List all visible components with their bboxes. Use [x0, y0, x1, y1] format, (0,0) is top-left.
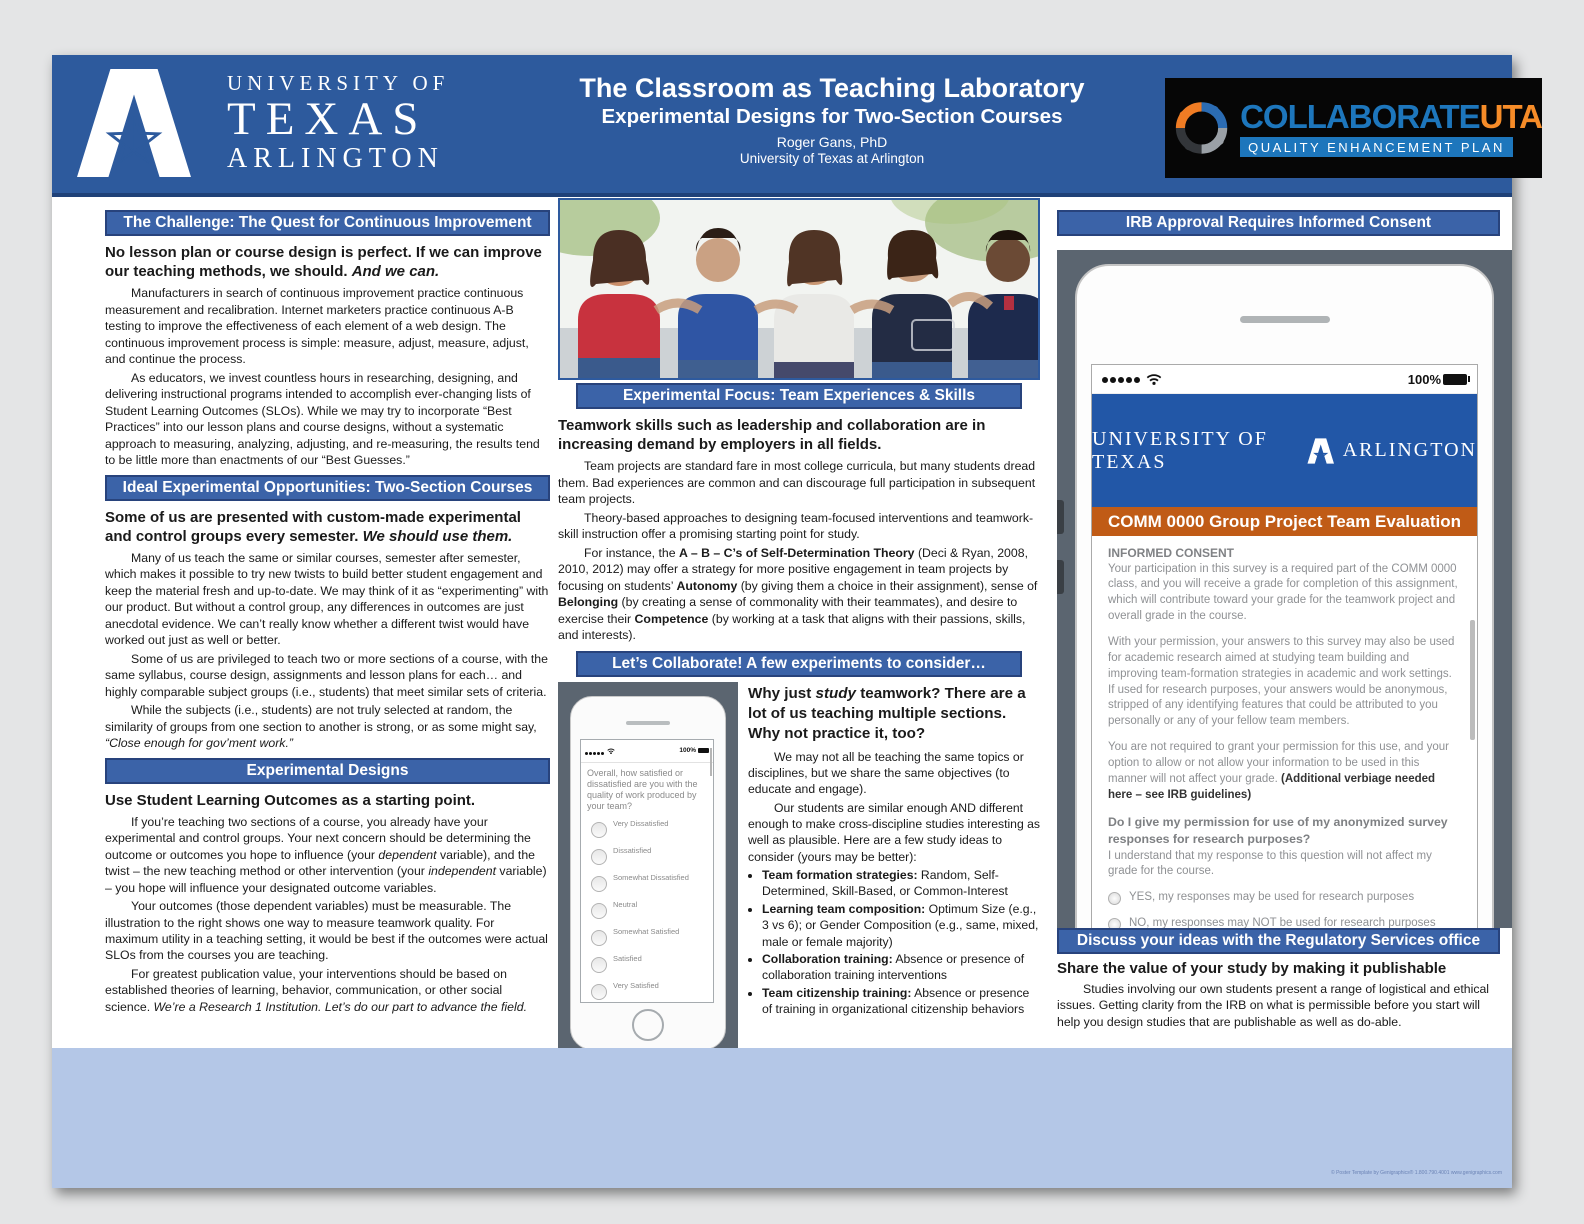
list-item: • Learning team composition: Optimum Size (e.g., 3 vs 6); or Gender Composition (e.g., same, mixed, male or female majority)	[762, 901, 1040, 950]
section-header-opportunities: Ideal Experimental Opportunities: Two-Section Courses	[105, 475, 550, 501]
option-label: Satisfied	[613, 953, 642, 963]
list-item: • Collaboration training: Absence or presence of collaboration training interventions	[762, 951, 1040, 984]
option-label: Very Dissatisfied	[613, 818, 669, 828]
banner-text-left: UNIVERSITY OF TEXAS	[1092, 427, 1268, 473]
section-header-experimental-focus: Experimental Focus: Team Experiences & Skills	[576, 383, 1022, 409]
wordmark-line: TEXAS	[227, 92, 429, 145]
paragraph: While the subjects (i.e., students) are not truly selected at random, the similarity of groups from one section to another is strong, or as some might say, “Close enough for gov’ment work.”	[105, 703, 537, 751]
paragraph: Team projects are standard fare in most college curricula, but many students dread them. Bad experiences are common and can discourage full participation in subsequent team projects.	[558, 459, 1036, 507]
option-label: Neutral	[613, 899, 638, 909]
university-wordmark	[227, 71, 449, 176]
radio-no-label: NO, my responses may NOT be used for research purposes	[1129, 917, 1436, 928]
lead-paragraph: Teamwork skills such as leadership and collaboration are in increasing demand by employers in all fields.	[558, 417, 986, 454]
radio-no[interactable]	[1108, 918, 1121, 928]
consent-body	[1092, 536, 1477, 928]
phone-body	[570, 696, 726, 1048]
collaborate-emblem-icon	[1173, 86, 1230, 170]
irb-note: (Additional verbiage needed here – see IRB guidelines)	[1108, 772, 1436, 801]
poster-author: Roger Gans, PhD	[776, 134, 888, 151]
list-item: • Team citizenship training: Absence or presence of training in organizational citizenship behaviors	[762, 985, 1040, 1018]
paragraph: Manufacturers in search of continuous improvement practice continuous measurement and recalibration. Internet marketers practice continuous A-B testing to improve the effectiveness of each element of a web design. The continuous improvement process is simple: measure, adjust, measure, adjust, and continue the process.	[105, 286, 529, 367]
paragraph: Theory-based approaches to designing team-focused interventions and teamwork-skill instruction offer a promising starting point for study.	[558, 510, 1034, 542]
list-item: • Team formation strategies: Random, Self-Determined, Skill-Based, or Common-Interest	[762, 867, 1040, 900]
phone-screen	[1091, 364, 1478, 928]
home-button[interactable]	[632, 1009, 664, 1041]
collaborate-brand-main: COLLABORATE	[1240, 97, 1480, 135]
consent-text: You are not required to grant your permission for this use, and your option to allow or not allow your information to be used in this manner will not affect your grade.	[1108, 741, 1449, 785]
section-header-experimental-designs: Experimental Designs	[105, 758, 550, 784]
wifi-icon	[1146, 373, 1162, 385]
lead-paragraph: Use Student Learning Outcomes as a starting point.	[105, 791, 476, 809]
survey-question: Overall, how satisfied or dissatisfied are you with the quality of work produced by your team?	[587, 767, 698, 812]
collaborate-brand-accent: UTA	[1479, 97, 1542, 135]
paragraph: For instance, the A – B – C’s of Self-Determination Theory (Deci & Ryan, 2008, 2010, 2012) may offer a strategy for more positive engagement in team projects by focusing on students’ Autonomy (by giving them a choice in their assignment), sense of Belonging (by creating a sense of commonality with their teammates), and desire to exercise their Competence (by working at a task that aligns with their passions, skills, and interests).	[558, 545, 1038, 643]
lead-paragraph: No lesson plan or course design is perfect. If we can improve our teaching methods, we should. And we can.	[105, 244, 542, 281]
collaborate-text	[1240, 97, 1542, 157]
battery-percent: 100%	[1407, 371, 1441, 387]
scrollbar-thumb[interactable]	[710, 748, 712, 776]
paragraph: For greatest publication value, your interventions should be based on established theories of learning, behavior, communication, or other social science. We’re a Research 1 Institution. Let’s do our part to advance the field.	[105, 966, 527, 1014]
radio-neutral[interactable]	[591, 903, 607, 919]
permission-question: Do I give my permission for use of my anonymized survey responses for research purposes?	[1108, 814, 1448, 846]
wifi-icon	[607, 748, 615, 754]
phone-speaker	[626, 721, 670, 725]
middle-column	[558, 198, 1040, 1048]
collaborate-uta-logo	[1165, 78, 1542, 178]
paragraph: Studies involving our own students present a range of logistical and ethical issues. Getting clarity from the IRB on what is permissible before you start will help you design studies that are publishable as well as do-able.	[1057, 982, 1490, 1029]
signal-dots-icon	[585, 742, 605, 760]
paragraph: Your outcomes (those dependent variables) must be measurable. The illustration to the right shows one way to measure teamwork quality. For maximum utility in a teaching setting, it would be best if the outcomes were actual SLOs from the courses you are teaching.	[105, 899, 548, 963]
uta-a-star-icon	[1307, 435, 1334, 467]
phone-speaker	[1240, 316, 1330, 323]
option-label: Somewhat Satisfied	[613, 926, 680, 936]
study-ideas-list	[748, 867, 1040, 1017]
phone-side-button	[1057, 560, 1064, 594]
option-label: Very Satisfied	[613, 980, 659, 990]
option-label: Somewhat Dissatisfied	[613, 872, 689, 882]
poster-affiliation: University of Texas at Arlington	[739, 151, 925, 167]
section-header-irb: IRB Approval Requires Informed Consent	[1057, 210, 1500, 236]
section-header-challenge: The Challenge: The Quest for Continuous Improvement	[105, 210, 550, 236]
battery-icon	[1443, 374, 1467, 385]
wordmark-line: UNIVERSITY OF	[227, 70, 450, 95]
consent-paragraph: Your participation in this survey is a required part of the COMM 0000 class, and you will receive a grade for completion of this assignment, which will contribute toward your grade for the teamwork project and overall grade in the course.	[1108, 562, 1458, 623]
lead-paragraph: Share the value of your study by making it publishable	[1057, 960, 1447, 977]
phone-side-button	[1057, 500, 1064, 534]
paragraph: As educators, we invest countless hours in researching, designing, and delivering instructional programs intended to accomplish ever-changing lists of Student Learning Outcomes (SLOs). While we may try to incorporate “Best Practices” into our lesson plans and course designs, without a systematic approach to measuring, analyzing, adjusting, and re-measuring, the results tend to be little more than enactments of our “Best Guesses.”	[105, 370, 540, 468]
collaborate-brand	[1240, 97, 1542, 135]
survey-phone-mockup	[558, 682, 738, 1048]
radio-satisfied[interactable]	[591, 957, 607, 973]
poster-title: The Classroom as Teaching Laboratory	[579, 73, 1085, 103]
right-column	[1057, 210, 1512, 1048]
wordmark-line: ARLINGTON	[227, 143, 444, 175]
battery-icon	[698, 748, 709, 753]
radio-somewhat-satisfied[interactable]	[591, 930, 607, 946]
scrollbar-thumb[interactable]	[1470, 620, 1475, 740]
students-photo-illustration	[560, 200, 1038, 378]
consent-title: INFORMED CONSENT	[1108, 546, 1234, 560]
poster-masthead	[52, 55, 1542, 197]
battery-percent: 100%	[679, 747, 696, 755]
paragraph: Some of us are privileged to teach two or more sections of a course, with the same syllabus, course design, assignments and lesson plans for each… and highly comparable subject groups (i.e., students) that meet similar sets of criteria.	[105, 651, 548, 699]
uta-banner	[1092, 394, 1477, 507]
lead-paragraph: Some of us are presented with custom-made experimental and control groups every semester. We should use them.	[105, 508, 521, 545]
status-bar	[1092, 365, 1477, 394]
print-credit: © Poster Template by Genigraphics® 1.800.790.4001 www.genigraphics.com	[1331, 1170, 1502, 1176]
title-block	[502, 72, 1162, 166]
radio-somewhat-dissatisfied[interactable]	[591, 876, 607, 892]
collaborate-tagline: QUALITY ENHANCEMENT PLAN	[1240, 137, 1513, 157]
poster	[52, 55, 1542, 1188]
radio-yes[interactable]	[1108, 892, 1121, 905]
section-header-regulatory: Discuss your ideas with the Regulatory Services office	[1057, 928, 1500, 954]
radio-very-satisfied[interactable]	[591, 984, 607, 1000]
option-label: Dissatisfied	[613, 845, 652, 855]
consent-phone-mockup	[1075, 264, 1494, 928]
uta-logo	[75, 67, 449, 179]
regulatory-section	[1057, 928, 1505, 1032]
paragraph: We may not all be teaching the same topics or disciplines, but we share the same objectives (to educate and engage).	[748, 749, 1024, 797]
banner-text-right: ARLINGTON	[1342, 439, 1477, 461]
signal-dots-icon	[1102, 370, 1142, 388]
consent-paragraph: With your permission, your answers to this survey may also be used for academic research aimed at studying team building and improving team-formation strategies in academic and work settings. If used for research purposes, your answers would be anonymous, stripped of any identifying features that could be attributed to you personally or any of your fellow team members.	[1108, 635, 1455, 728]
collaborate-text-block	[748, 682, 1040, 1048]
section-header-lets-collaborate: Let’s Collaborate! A few experiments to consider…	[576, 651, 1022, 677]
poster-subtitle: Experimental Designs for Two-Section Courses	[601, 105, 1063, 129]
phone-screen	[580, 739, 714, 1003]
consent-paragraph	[1108, 740, 1461, 803]
course-title-bar: COMM 0000 Group Project Team Evaluation	[1092, 507, 1477, 536]
bottom-strip	[52, 1048, 1512, 1188]
paragraph: Our students are similar enough AND different enough to make cross-discipline studies interesting as well as plausible. Here are a few study ideas to consider (yours may be better):	[748, 800, 1040, 864]
paragraph: If you’re teaching two sections of a course, you already have your experimental and control groups. Your next concern should be determining the outcome or outcomes you hope to influence (your dependent variable), and the twist – the new teaching method or other intervention (your independent variable) – you hope will influence your designated outcome variables.	[105, 814, 547, 895]
collaborate-heading: Why just study teamwork? There are a lot of us teaching multiple sections. Why not practice it, too?	[748, 684, 1026, 742]
permission-subtext: I understand that my response to this question will not affect my grade for the course.	[1108, 849, 1432, 878]
status-bar	[581, 740, 713, 763]
consent-phone-backdrop	[1057, 250, 1512, 928]
radio-dissatisfied[interactable]	[591, 849, 607, 865]
students-photo	[558, 198, 1040, 380]
uta-a-star-icon	[75, 67, 193, 179]
paragraph: Many of us teach the same or similar courses, semester after semester, which makes it possible to try new twists to build better student engagement and keep the material fresh and up-to-date. We may think of it as “experimenting” with our product. But without a control group, any differences in outcomes are just anecdotal evidence. We can’t really know whether a different twist would have worked out just as well or better.	[105, 550, 549, 648]
left-column	[105, 210, 550, 1048]
radio-very-dissatisfied[interactable]	[591, 822, 607, 838]
radio-yes-label: YES, my responses may be used for research purposes	[1129, 891, 1415, 904]
